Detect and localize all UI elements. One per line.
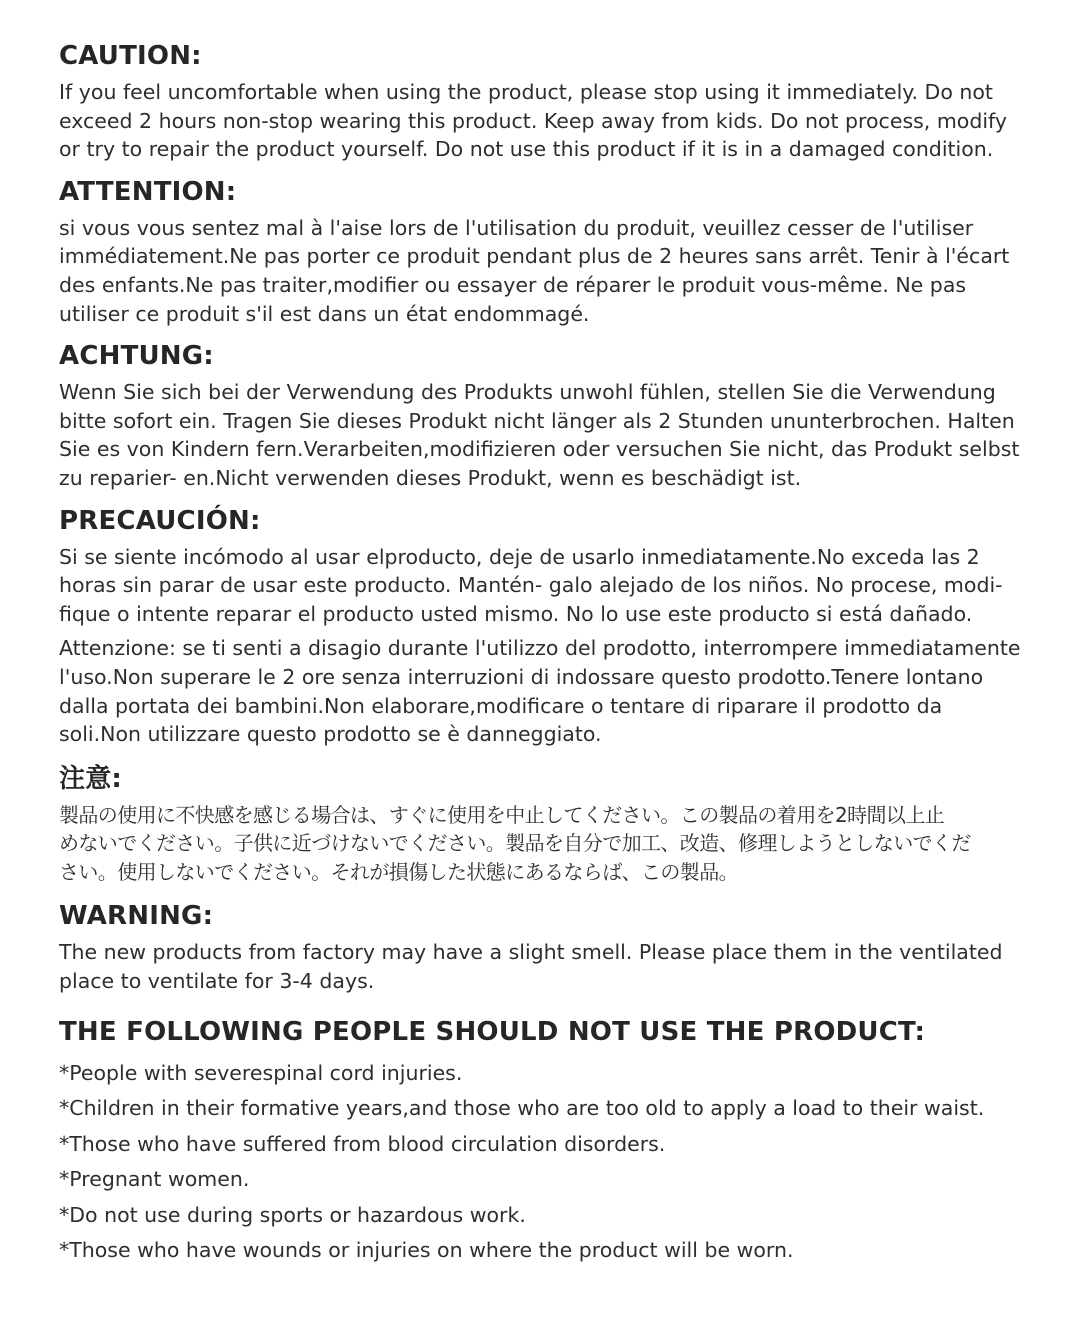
achtung-line: zu reparier- en.Nicht verwenden dieses Produkt, wenn es beschädigt ist. bbox=[59, 465, 802, 490]
achtung-line: bitte sofort ein. Tragen Sie dieses Produkt nicht länger als 2 Stunden ununterbrochen. Halten bbox=[59, 408, 1015, 433]
japanese-heading: 注意: bbox=[59, 763, 122, 794]
japanese-line: 製品の使用に不快感を感じる場合は、すぐに使用を中止してください。この製品の着用を2時間以上止 bbox=[59, 802, 945, 827]
list-item: *Those who have suffered from blood circulation disorders. bbox=[59, 1131, 666, 1156]
achtung-heading: ACHTUNG: bbox=[59, 341, 214, 372]
caution-line: If you feel uncomfortable when using the product, please stop using it immediately. Do not bbox=[59, 80, 993, 104]
attenzione-line: Attenzione: se ti senti a disagio durante l'utilizzo del prodotto, interrompere immediatamente bbox=[59, 636, 1021, 661]
attenzione-line: l'uso.Non superare le 2 ore senza interruzioni di indossare questo prodotto.Tenere lontano bbox=[59, 664, 984, 689]
japanese-section bbox=[59, 761, 1029, 887]
japanese-text bbox=[59, 801, 1029, 887]
achtung-line: Wenn Sie sich bei der Verwendung des Produkts unwohl fühlen, stellen Sie die Verwendung bbox=[59, 380, 996, 405]
precaucion-line: Si se siente incómodo al usar elproducto, deje de usarlo inmediatamente.No exceda las 2 bbox=[59, 544, 980, 569]
achtung-section bbox=[59, 338, 1029, 492]
attenzione-line: dalla portata dei bambini.Non elaborare,modificare o tentare di riparare il prodotto da bbox=[59, 693, 943, 718]
attention-line: immédiatement.Ne pas porter ce produit pendant plus de 2 heures sans arrêt. Tenir à l'écart bbox=[59, 244, 1010, 269]
attenzione-section bbox=[59, 634, 1029, 748]
warning-text bbox=[59, 938, 1029, 995]
attention-text bbox=[59, 214, 1029, 328]
caution-section bbox=[59, 38, 1029, 164]
achtung-line: Sie es von Kindern fern.Verarbeiten,modifizieren oder versuchen Sie nicht, das Produkt selbst bbox=[59, 437, 1020, 462]
warning-heading: WARNING: bbox=[59, 901, 214, 932]
restricted-users-list bbox=[59, 1056, 1029, 1269]
achtung-text bbox=[59, 378, 1029, 492]
list-item: *Do not use during sports or hazardous work. bbox=[59, 1202, 526, 1227]
warning-section bbox=[59, 898, 1029, 995]
warning-line: The new products from factory may have a slight smell. Please place them in the ventilated bbox=[59, 940, 1003, 965]
list-item: *Pregnant women. bbox=[59, 1167, 250, 1192]
japanese-line: めないでください。子供に近づけないでください。製品を自分で加工、改造、修理しようとしないでくだ bbox=[59, 831, 971, 856]
attenzione-line: soli.Non utilizzare questo prodotto se è danneggiato. bbox=[59, 722, 602, 747]
caution-line: or try to repair the product yourself. Do not use this product if it is in a damaged condition. bbox=[59, 137, 994, 162]
precaucion-line: fique o intente reparar el producto usted mismo. No lo use este producto si está dañado. bbox=[59, 601, 973, 626]
precaucion-line: horas sin parar de usar este producto. Mantén- galo alejado de los niños. No procese, modi- bbox=[59, 573, 1003, 598]
attention-line: utiliser ce produit s'il est dans un état endommagé. bbox=[59, 301, 590, 326]
instruction-sheet bbox=[59, 38, 1029, 1269]
list-item: *People with severespinal cord injuries. bbox=[59, 1060, 463, 1085]
attention-line: des enfants.Ne pas traiter,modifier ou essayer de réparer le produit vous-même. Ne pas bbox=[59, 272, 967, 297]
attenzione-text bbox=[59, 634, 1029, 748]
japanese-line: さい。使用しないでください。それが損傷した状態にあるならば、この製品。 bbox=[59, 859, 738, 884]
attention-line: si vous vous sentez mal à l'aise lors de l'utilisation du produit, veuillez cesser de l'utiliser bbox=[59, 215, 974, 240]
precaucion-text bbox=[59, 543, 1029, 629]
list-item: *Children in their formative years,and those who are too old to apply a load to their waist. bbox=[59, 1096, 985, 1121]
caution-line: exceed 2 hours non-stop wearing this product. Keep away from kids. Do not process, modify bbox=[59, 108, 1008, 133]
precaucion-heading: PRECAUCIÓN: bbox=[59, 505, 261, 536]
restricted-users-section bbox=[59, 1014, 1029, 1269]
warning-line: place to ventilate for 3-4 days. bbox=[59, 969, 375, 994]
restricted-users-heading: THE FOLLOWING PEOPLE SHOULD NOT USE THE PRODUCT: bbox=[59, 1016, 926, 1047]
caution-heading: CAUTION: bbox=[59, 41, 202, 71]
attention-heading: ATTENTION: bbox=[59, 176, 237, 207]
list-item: *Those who have wounds or injuries on where the product will be worn. bbox=[59, 1238, 794, 1263]
precaucion-section bbox=[59, 503, 1029, 629]
attention-section bbox=[59, 174, 1029, 328]
caution-text bbox=[59, 78, 1029, 164]
